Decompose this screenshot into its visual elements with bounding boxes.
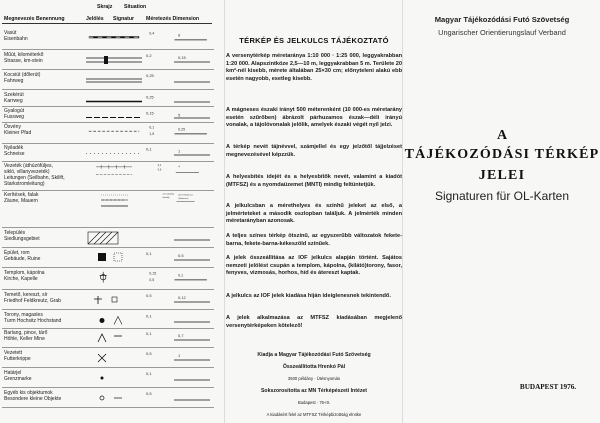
legend-symbol [84,52,144,70]
legend-label: Műút, kilométerkő Strasse, km-stein [4,52,44,64]
cover-place-year: BUDAPEST 1976. [519,383,577,391]
publisher-name-german: Ungarischer Orientierungslauf Verband [438,28,566,37]
legend-symbol [84,292,144,310]
dimension-value: 0,25 [146,73,154,78]
dimension-value: 1 [178,148,181,154]
legend-row [0,330,222,348]
cover-title: TÁJÉKOZÓDÁSI TÉRKÉP [404,147,600,162]
legend-dimension [144,390,214,408]
dimension-value: 0,1 [146,331,152,336]
legend-row [0,292,222,310]
dimension-value: 0,1 [146,371,152,376]
legend-row [0,370,222,388]
dimension-value: (Hindernis) [178,198,189,200]
text-paragraph: A jelek összeállítása az IOF jelkulcs alapján történt. Sajátos nemzeti jelölést csupán a templom, kápolna, (kilátó)torony, fasor, fenyves, vizmosás, horhos, híd és átereszt kaptak. [226,255,402,276]
legend-dimension [144,330,214,348]
legend-label: Kocsiút (dőlerút) Fahrweg [4,72,41,84]
legend-row [0,350,222,368]
text-paragraph: A helyesbítés idejét és a helyesbítők nevét, valamint a kiadót (MTFSZ) és a nyomdaüzemet (MNTI) mindig feltüntetjük. [226,174,402,188]
legend-row [0,390,222,408]
legend-label: Temető, kereszt, sír Friedhof Feldkreutz, Grab [4,292,61,304]
header-skrajz: Skrajz [97,4,113,10]
legend-dimension [144,250,214,268]
legend-symbol [84,270,144,288]
text-paragraph: A jelkulcs az IOF jelek kiadása hiján ideiglenesnek tekintendő. [226,293,391,299]
text-panel [226,36,402,421]
legend-row-divider [2,347,214,348]
legend-row-divider [2,227,214,228]
legend-label: Barlang, pince, tárő Höhle, Keller Mine [4,330,48,342]
legend-symbol [84,350,144,368]
legend-row-divider [2,407,214,408]
header-jeloles: Jelölés [86,16,104,22]
legend-dimension [144,163,214,181]
imprint-line: A kiadásért felel az MTFSZ Térképbizottság elnöke [266,412,362,417]
text-paragraph: A jelek alkalmazása az MTFSZ kiadásában megjelenő versenytérképeken kötelező! [226,315,402,329]
legend-dimension [144,124,214,142]
dimension-value: 4 [178,165,180,169]
legend-row [0,192,222,228]
dimension-value: 0,15 [178,55,186,60]
dimension-value: 0,1 [178,273,184,278]
legend-symbol [84,72,144,90]
legend-symbol [84,330,144,348]
legend-row [0,108,222,123]
legend-symbol [84,390,144,408]
header-situation: Situation [124,4,147,10]
dimension-value: 0,5 [146,293,152,298]
dimension-value: 0,1 [157,164,162,168]
legend-label: Nyiladék Schneise [4,145,25,157]
text-paragraph: A versenytérkép méretaránya 1:10 000 · 1:25 000, leggyakrabban 1:20 000. Alapszintköze 2,5—10 m, leggyakrabban 5 m. Területe 20 km²-nél kisebb, mérete általában 25×30 cm; előnyteleni alakú ebb esetén nagyobb, esetleg kisebb. [226,53,402,82]
dimension-value: 0,5 [178,253,184,258]
legend-symbol [84,124,144,142]
dimension-value: 0,1 [146,251,152,256]
legend-row [0,270,222,290]
dimension-value: 8 [178,33,181,38]
cover-subtitle-german: Signaturen für OL-Karten [434,189,570,203]
legend-dimension [144,30,214,48]
dimension-value: 0,4 [149,31,155,36]
imprint-line: Összeállította Hrenkó Pál [282,364,346,370]
legend-dimension [144,292,214,310]
legend-symbol [84,230,144,248]
legend-dimension [144,270,214,288]
legend-dimension [144,350,214,368]
legend-dimension [144,370,214,388]
publisher-name: Magyar Tájékozódási Futó Szövetség [434,15,570,24]
dimension-value: 0,1 [149,125,155,130]
legend-row-divider [2,161,214,162]
legend-row [0,163,222,191]
legend-dimension [144,230,214,248]
dimension-value: 1 [178,353,181,358]
dimension-value: 5 [178,112,181,118]
legend-label: Épület, rom Gebäude, Ruine [4,250,41,262]
legend-dimension [144,192,214,210]
cover-panel [404,0,600,423]
dimension-value: 0,25 [178,127,186,132]
text-title: TÉRKÉP ÉS JELKULCS TÁJÉKOZTATÓ [239,36,389,45]
legend-label: Ösvény Kleiner Pfad [4,124,32,136]
legend-symbol [84,30,144,48]
dimension-value: 0,5 [146,391,152,396]
legend-label: Vezetett Futterkrippe [4,350,31,362]
legend-row-divider [2,143,214,144]
legend-dimension [144,72,214,90]
legend-label: Kerítések, falak Zäune, Mauern [4,192,39,204]
dimension-value: 0,15 [146,110,154,116]
legend-row [0,230,222,248]
cover-article: A [496,128,508,143]
fold-line-left [224,0,225,423]
legend-label: Vasút Eisenbahn [4,30,28,42]
legend-row [0,52,222,70]
dimension-value: 0,1 [146,146,152,152]
text-paragraph: A térkép nevét tájnévvel, számjellel és egy jelzőtől tájjelzéset megnevezéséveI képzzük. [226,144,402,158]
header-name: Megnevezés Benennung [4,16,65,22]
dimension-value: nem akadály [162,193,174,196]
legend-label: Szekérút Karrweg [4,92,24,104]
legend-label: Egyéb kis objektumok Besondere kleine Objekte [4,390,62,402]
legend-row-divider [2,190,214,191]
header-signatur: Signatur [113,16,135,22]
legend-label: Templom, kápolna Kirche, Kapelle [4,270,45,282]
legend-row-divider [2,328,214,329]
legend-label: Határjel Grenzmarke [4,370,32,382]
legend-dimension [144,52,214,70]
imprint [226,349,402,421]
legend-row [0,145,222,162]
legend-symbol [84,370,144,388]
legend-row-divider [2,267,214,268]
legend-row [0,250,222,268]
imprint-line: Sokszorosította az MN Térképészeti Intézet [260,388,368,394]
dimension-value: 0,1 [146,313,152,319]
legend-row-divider [2,49,214,50]
legend-row [0,30,222,50]
legend-row-divider [2,309,214,310]
dimension-value: akadály [162,197,170,199]
legend-row [0,312,222,329]
text-paragraph: A mágneses északi irányt 500 méterenként (10 000-es méretarány esetén szűrőben) ábrázolt párhuzamos észak—déli irányú vonalak, a tájolóvonalak jelölik, amelyek északi végét nyíl jelzi. [226,107,402,128]
legend-panel [0,0,222,423]
legend-row [0,124,222,144]
cover-title-jelei: JELEI [478,168,526,183]
legend-symbol [84,192,144,210]
text-paragraph: A jelkulcsban a méretheIyes és színhű jeleket az első, a jelmérteteket a második oszlopban találjuk. A jelmérték minden méretarányban azonosak. [226,203,402,224]
legend-row-divider [2,89,214,90]
imprint-line: Budapest · 76-III. [297,400,331,405]
dimension-value: 0,7 [178,333,184,338]
header-meretezes: Méretezés Dimension [146,16,200,22]
legend-row-divider [2,122,214,123]
dimension-value: 0,5 [149,277,155,282]
legend-row-divider [2,106,214,107]
legend-label: Vezeték (áthúzófüljes, sikló, villanyvezeték) Leitungen (Seilbahn, Skilift, Starkstromleitung) [4,163,65,187]
legend-label: Gyalogút Fussweg [4,108,25,120]
dimension-value: 0,12 [178,295,186,300]
fold-line-right [402,0,403,423]
header-rule [2,23,212,24]
legend-row [0,72,222,90]
legend-symbol [84,250,144,268]
dimension-value: (kein Hindernis) [178,194,193,197]
legend-row [0,92,222,107]
dimension-value: 1,5 [149,131,155,136]
legend-label: Torony, magasles Turm Hochsitz Hochstand [4,312,62,324]
dimension-value: 0,25 [146,94,154,100]
legend-label: Település Siedlungsgebiet [4,230,40,242]
imprint-line: Kiadja a Magyar Tájékozódási Futó Szövetség [257,352,371,358]
imprint-line: 3500 példány · Ütésnyomás [287,376,341,381]
legend-row-divider [2,289,214,290]
legend-row-divider [2,367,214,368]
legend-row-divider [2,69,214,70]
legend-row-divider [2,247,214,248]
text-paragraph: A teljes színes térkép ötszínű, az egyszerűbb változatok fekete-barna, fekete-barna-kékeszöld színűek. [226,233,402,247]
dimension-value: 0,2 [146,53,152,58]
dimension-value: 0,5 [146,351,152,356]
dimension-value: 0,6 [157,168,162,172]
legend-row-divider [2,387,214,388]
legend-symbol [84,163,144,181]
dimension-value: 0,15 [149,271,157,276]
